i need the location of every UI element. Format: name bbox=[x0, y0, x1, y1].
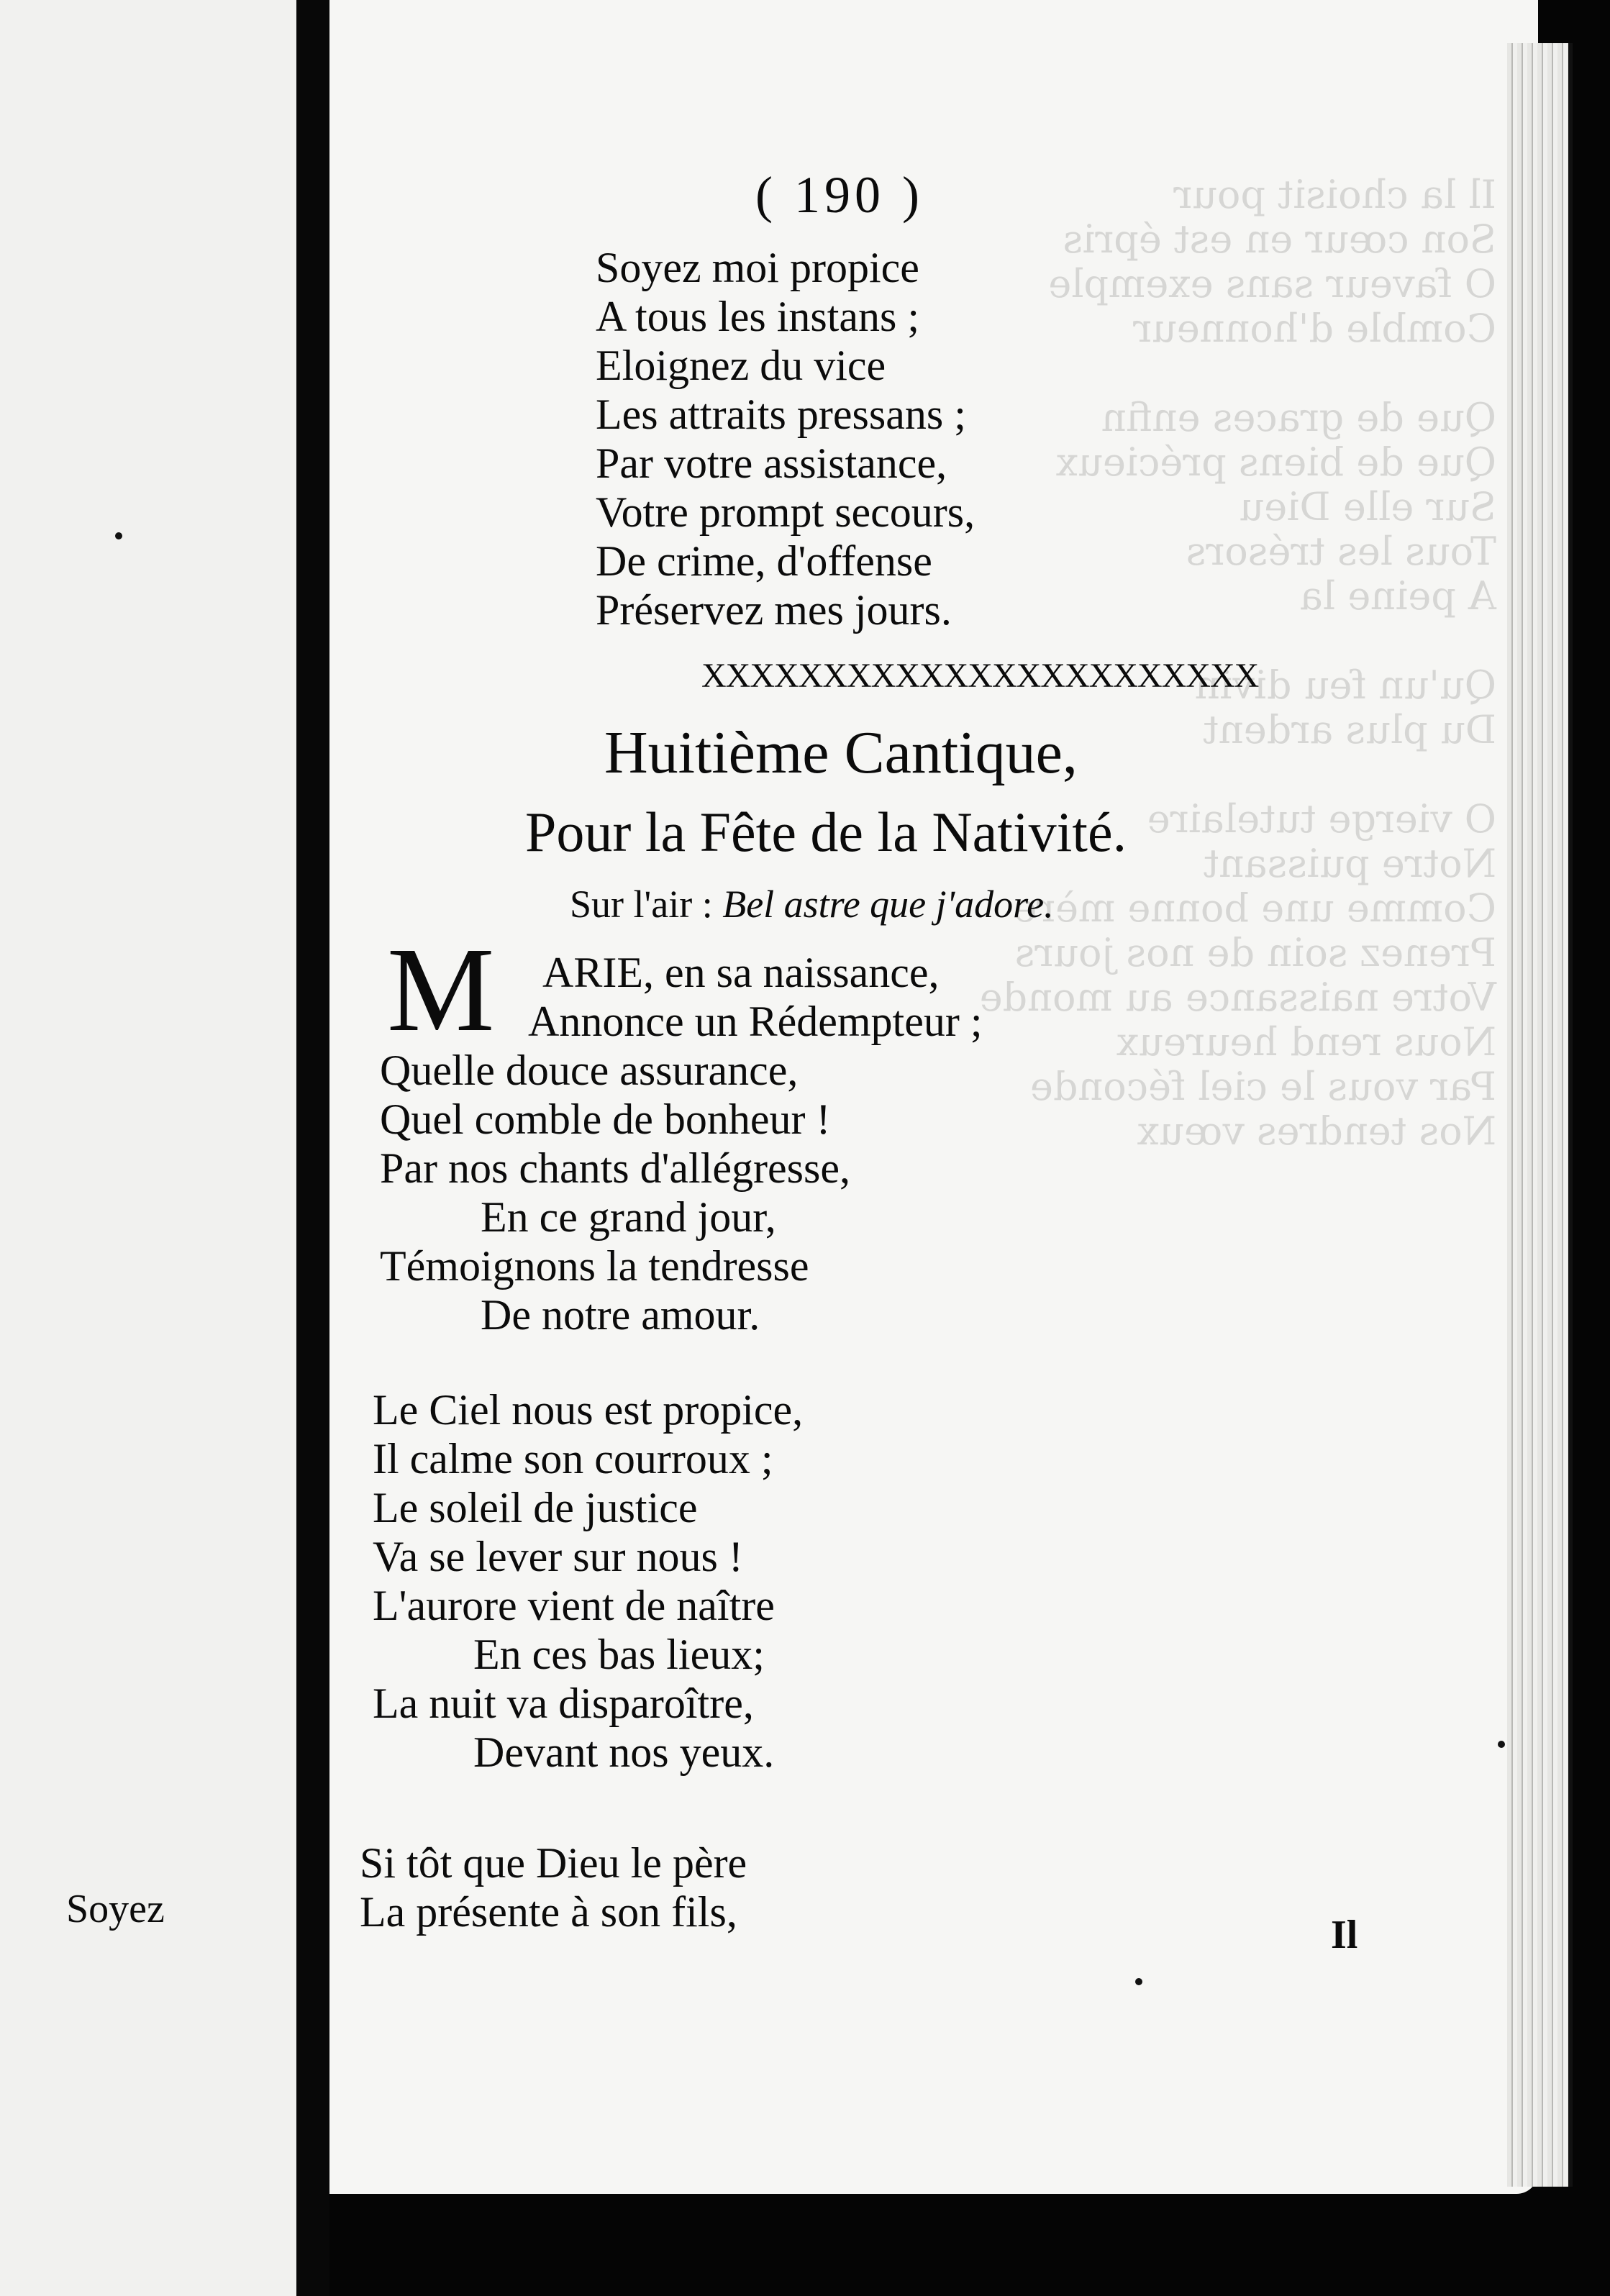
page-stack-edges bbox=[1507, 43, 1573, 2187]
stanza-continuation bbox=[596, 243, 975, 634]
stanza-2 bbox=[373, 1385, 803, 1777]
page-catchword: Il bbox=[1331, 1913, 1358, 1957]
verse-line: La nuit va disparoître, bbox=[373, 1680, 754, 1727]
verse-line: Soyez moi propice bbox=[596, 244, 919, 291]
verse-line: Témoignons la tendresse bbox=[380, 1242, 809, 1290]
hymn-subtitle: Pour la Fête de la Nativité. bbox=[525, 801, 1127, 863]
verse-line: La présente à son fils, bbox=[360, 1888, 737, 1936]
verse-line: Va se lever sur nous ! bbox=[373, 1533, 743, 1580]
verse-line: De notre amour. bbox=[481, 1291, 760, 1339]
ornamental-divider: XXXXXXXXXXXXXXXXXXXXXXX bbox=[701, 657, 1259, 695]
verse-line: Si tôt que Dieu le père bbox=[360, 1839, 747, 1887]
stanza-1 bbox=[380, 948, 983, 1339]
drop-cap: M bbox=[387, 923, 495, 1057]
left-page-catchword: Soyez bbox=[66, 1887, 165, 1931]
verse-line: En ces bas lieux; bbox=[473, 1631, 765, 1678]
verse-line: Par votre assistance, bbox=[596, 439, 947, 487]
tune-indication bbox=[570, 882, 1054, 926]
stanza-3 bbox=[360, 1839, 747, 1936]
verse-line: Le soleil de justice bbox=[373, 1484, 698, 1531]
verse-line: Votre prompt secours, bbox=[596, 488, 975, 536]
verse-line: A tous les instans ; bbox=[596, 293, 920, 340]
book-gutter bbox=[296, 0, 329, 2296]
tune-name: Bel astre que j'adore. bbox=[722, 883, 1054, 926]
verse-line: En ce grand jour, bbox=[481, 1193, 776, 1241]
verse-line: ARIE, en sa naissance, bbox=[542, 949, 940, 996]
verse-line: Quelle douce assurance, bbox=[380, 1047, 799, 1094]
verse-line: Quel comble de bonheur ! bbox=[380, 1095, 831, 1143]
ink-speck bbox=[1498, 1741, 1505, 1748]
verse-line: Par nos chants d'allégresse, bbox=[380, 1144, 850, 1192]
ink-speck bbox=[1135, 1978, 1142, 1985]
verse-line: Le Ciel nous est propice, bbox=[373, 1386, 804, 1434]
left-page-edge bbox=[0, 0, 306, 2296]
verse-line: Préservez mes jours. bbox=[596, 586, 952, 634]
verse-line: L'aurore vient de naître bbox=[373, 1582, 775, 1629]
verse-line: De crime, d'offense bbox=[596, 537, 932, 585]
ink-speck bbox=[115, 532, 122, 539]
verse-line: Il calme son courroux ; bbox=[373, 1435, 773, 1482]
verse-line: Devant nos yeux. bbox=[473, 1728, 775, 1776]
page-number: ( 190 ) bbox=[755, 166, 924, 224]
bleed-through-shadow: Il la choisit pour Son cœur en est épris O faveur sans exemple Comble d'honneur Que de graces enfin Que de biens précieux Sur elle Dieu Tous les trésors A peine la Qu'un feu divin Du plus ardent O vierge tutelaire Notre puissant Comme une bonne mère Prenez soin de nos jours Votre naissance au monde Nous rend heureux Par vous le ciel féconde Nos tendres vœux bbox=[979, 172, 1496, 1154]
hymn-title: Huitième Cantique, bbox=[604, 719, 1078, 786]
verse-line: Annonce un Rédempteur ; bbox=[528, 998, 983, 1045]
tune-prefix: Sur l'air : bbox=[570, 883, 713, 926]
verse-line: Eloignez du vice bbox=[596, 342, 886, 389]
verse-line: Les attraits pressans ; bbox=[596, 391, 966, 438]
